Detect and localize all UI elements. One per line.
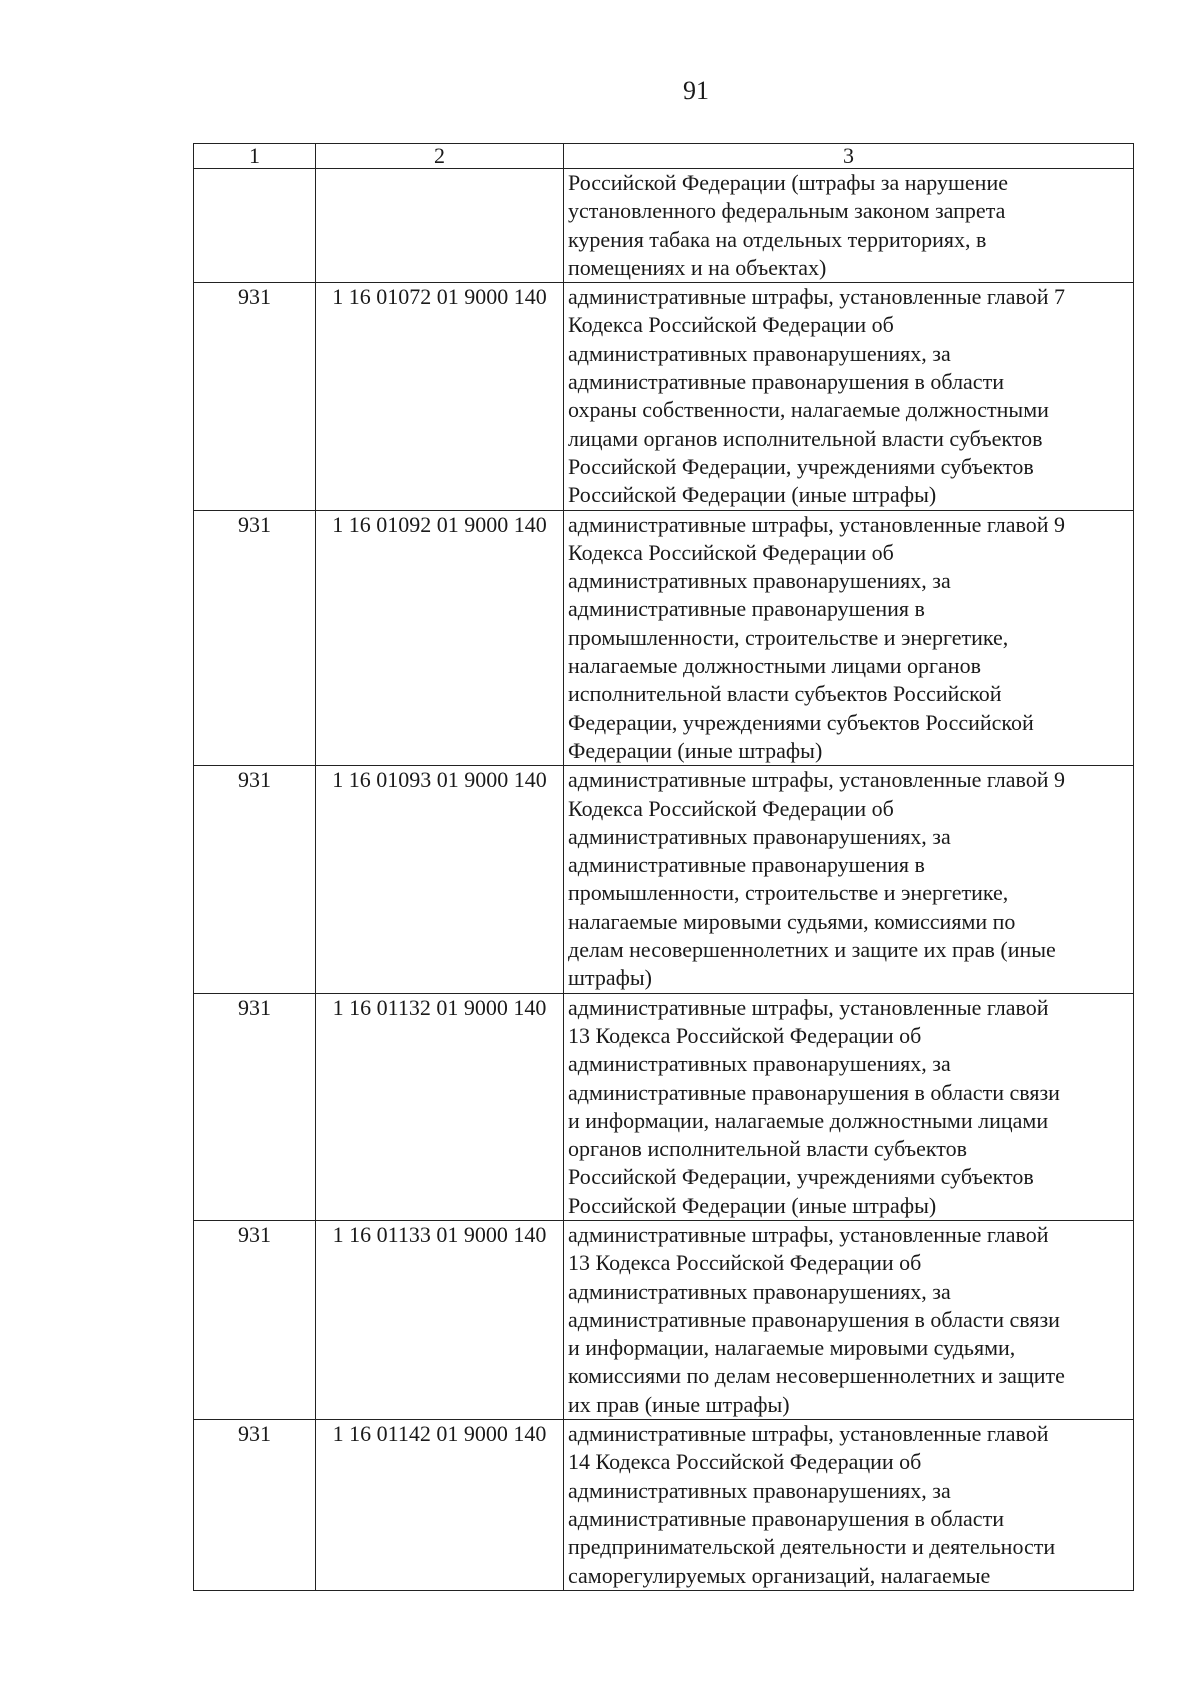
description-line: административных правонарушениях, за <box>568 1051 951 1077</box>
description-line: административных правонарушениях, за <box>568 1477 951 1503</box>
description-line: административные штрафы, установленные главой 9 <box>568 767 1066 793</box>
description-line: и информации, налагаемые должностными лицами <box>568 1107 1049 1133</box>
description-line: Кодекса Российской Федерации об <box>568 795 894 821</box>
admin-code-cell: 931 <box>194 510 316 766</box>
description-line: курения табака на отдельных территориях, в <box>568 226 987 252</box>
description-line: Федерации, учреждениями субъектов Российской <box>568 709 1034 735</box>
description-line: Российской Федерации (иные штрафы) <box>568 1192 937 1218</box>
description-line: административные правонарушения в области связи <box>568 1079 1060 1105</box>
column-header-1: 1 <box>194 144 316 169</box>
description-line: административных правонарушениях, за <box>568 1278 951 1304</box>
revenue-description-cell <box>564 283 1134 510</box>
description-line: Федерации (иные штрафы) <box>568 737 823 763</box>
budget-classification-code-cell <box>316 169 564 283</box>
description-line: лицами органов исполнительной власти субъектов <box>568 425 1043 451</box>
table-row <box>194 1420 1134 1591</box>
description-line: административные штрафы, установленные главой <box>568 1221 1049 1247</box>
description-line: их прав (иные штрафы) <box>568 1391 790 1417</box>
description-line: административных правонарушениях, за <box>568 823 951 849</box>
table-row <box>194 1220 1134 1419</box>
table-row <box>194 993 1134 1220</box>
description-line: охраны собственности, налагаемые должностными <box>568 397 1049 423</box>
table-header-row <box>194 144 1134 169</box>
revenue-description-cell <box>564 1420 1134 1591</box>
column-header-2: 2 <box>316 144 564 169</box>
description-line: комиссиями по делам несовершеннолетних и защите <box>568 1363 1065 1389</box>
description-line: предпринимательской деятельности и деятельности <box>568 1534 1056 1560</box>
description-line: 14 Кодекса Российской Федерации об <box>568 1449 922 1475</box>
budget-classification-code-cell: 1 16 01092 01 9000 140 <box>316 510 564 766</box>
table-row <box>194 169 1134 283</box>
revenue-description-cell <box>564 169 1134 283</box>
description-line: административные штрафы, установленные главой 7 <box>568 284 1066 310</box>
page-number <box>0 78 1200 104</box>
budget-classification-code-cell: 1 16 01132 01 9000 140 <box>316 993 564 1220</box>
description-line: административные штрафы, установленные главой <box>568 994 1049 1020</box>
admin-code-cell: 931 <box>194 1420 316 1591</box>
description-line: Кодекса Российской Федерации об <box>568 539 894 565</box>
description-line: Кодекса Российской Федерации об <box>568 312 894 338</box>
description-line: промышленности, строительстве и энергетике, <box>568 880 1009 906</box>
revenue-description-cell <box>564 993 1134 1220</box>
description-line: административные правонарушения в <box>568 596 925 622</box>
description-line: органов исполнительной власти субъектов <box>568 1136 968 1162</box>
description-line: Российской Федерации (штрафы за нарушение <box>568 170 1008 195</box>
admin-code-cell: 931 <box>194 993 316 1220</box>
table-row <box>194 283 1134 510</box>
admin-code-cell: 931 <box>194 766 316 993</box>
description-line: административные штрафы, установленные главой 9 <box>568 511 1066 537</box>
budget-classification-code-cell: 1 16 01133 01 9000 140 <box>316 1220 564 1419</box>
description-line: саморегулируемых организаций, налагаемые <box>568 1562 991 1588</box>
description-line: и информации, налагаемые мировыми судьями, <box>568 1335 1016 1361</box>
description-line: исполнительной власти субъектов Российской <box>568 681 1002 707</box>
admin-code-cell: 931 <box>194 283 316 510</box>
table-row <box>194 510 1134 766</box>
admin-code-cell: 931 <box>194 1220 316 1419</box>
budget-codes-table <box>193 143 1134 1591</box>
description-line: административные правонарушения в <box>568 852 925 878</box>
description-line: Российской Федерации, учреждениями субъектов <box>568 1164 1034 1190</box>
description-line: делам несовершеннолетних и защите их прав (иные <box>568 937 1056 963</box>
budget-classification-code-cell: 1 16 01142 01 9000 140 <box>316 1420 564 1591</box>
description-line: административные правонарушения в области <box>568 1505 1004 1531</box>
description-line: административные правонарушения в области <box>568 369 1004 395</box>
budget-classification-code-cell: 1 16 01093 01 9000 140 <box>316 766 564 993</box>
budget-classification-code-cell: 1 16 01072 01 9000 140 <box>316 283 564 510</box>
description-line: установленного федеральным законом запрета <box>568 198 1006 224</box>
page-number-text: 91 <box>683 76 709 105</box>
admin-code-cell <box>194 169 316 283</box>
revenue-description-cell <box>564 1220 1134 1419</box>
revenue-description-cell <box>564 766 1134 993</box>
description-line: 13 Кодекса Российской Федерации об <box>568 1250 922 1276</box>
description-line: промышленности, строительстве и энергетике, <box>568 624 1009 650</box>
description-line: Российской Федерации, учреждениями субъектов <box>568 453 1034 479</box>
description-line: Российской Федерации (иные штрафы) <box>568 482 937 508</box>
description-line: 13 Кодекса Российской Федерации об <box>568 1022 922 1048</box>
description-line: налагаемые должностными лицами органов <box>568 653 981 679</box>
description-line: административных правонарушениях, за <box>568 568 951 594</box>
table-row <box>194 766 1134 993</box>
description-line: административные правонарушения в области связи <box>568 1306 1060 1332</box>
description-line: налагаемые мировыми судьями, комиссиями по <box>568 908 1016 934</box>
description-line: помещениях и на объектах) <box>568 254 827 280</box>
revenue-description-cell <box>564 510 1134 766</box>
description-line: административных правонарушениях, за <box>568 340 951 366</box>
column-header-3: 3 <box>564 144 1134 169</box>
table-body <box>194 169 1134 1591</box>
description-line: административные штрафы, установленные главой <box>568 1421 1049 1447</box>
description-line: штрафы) <box>568 965 652 991</box>
